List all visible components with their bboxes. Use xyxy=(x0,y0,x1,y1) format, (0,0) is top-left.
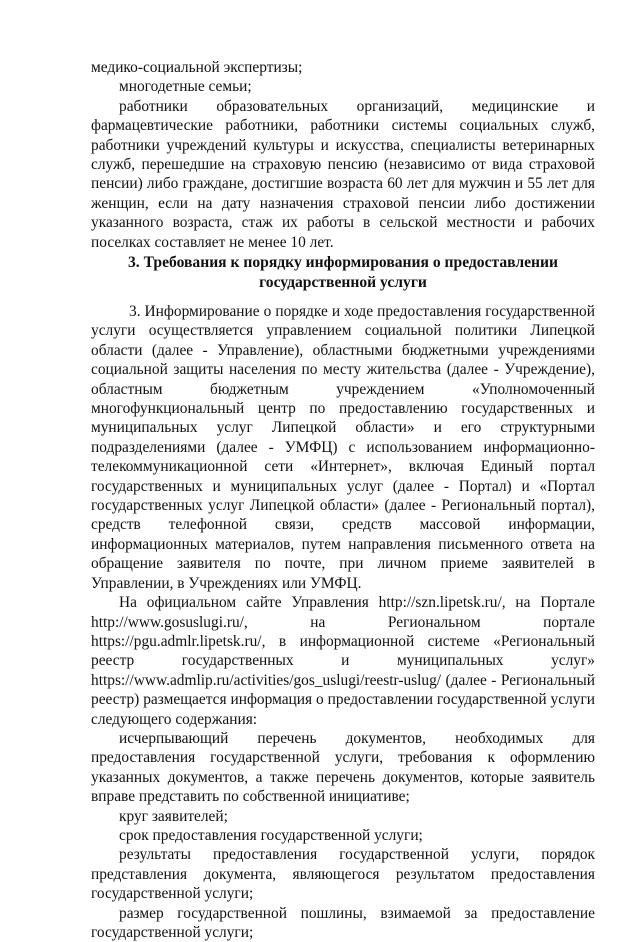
paragraph-informing: 3. Информирование о порядке и ходе предоставления государственной услуги осуществляется управлением социальной политики Липецкой области (далее - Управление), областными бюджетными учреждениями социальной защиты населения по месту жительства (далее - Учреждение), областным бюджетным учреждением «Уполномоченный многофункциональный центр по предоставлению государственных и муниципальных услуг Липецкой области» и его структурными подразделениями (далее - УМФЦ) с использованием информационно-телекоммуникационной сети «Интернет», включая Единый портал государственных и муниципальных услуг (далее - Портал) и «Портал государственных услуг Липецкой области» (далее - Региональный портал), средств телефонной связи, средств массовой информации, информационных материалов, путем направления письменного ответа на обращение заявителя по почте, при личном приеме заявителей в Управлении, в Учреждениях или УМФЦ. xyxy=(91,303,595,592)
paragraph-documents-list: исчерпывающий перечень документов, необходимых для предоставления государственной услуги, требования к оформлению указанных документов, а также перечень документов, которые заявитель вправе представить по собственной инициативе; xyxy=(91,729,595,806)
body-text-block xyxy=(91,302,595,942)
paragraph-large-families: многодетные семьи; xyxy=(119,78,252,96)
paragraph-mse: медико-социальной экспертизы; xyxy=(91,59,303,76)
paragraph-websites: На официальном сайте Управления http://szn.lipetsk.ru/, на Портале http://www.gosuslugi.ru/, на Региональном портале https://pgu.admlr.lipetsk.ru/, в информационной системе «Региональный реестр государственных и муниципальных услуг» https://www.admlip.ru/activities/gos_uslugi/reestr-uslug/ (далее - Региональный реестр) размещается информация о предоставлении государственной услуги следующего содержания: xyxy=(91,594,595,728)
paragraph-workers: работники образовательных организаций, медицинские и фармацевтические работники, работники системы социальных служб, работники учреждений культуры и искусства, специалисты ветеринарных служб, перешедшие на страховую пенсию (независимо от вида страховой пенсии) либо граждане, достигшие возраста 60 лет для мужчин и 55 лет для женщин, если на дату назначения страховой пенсии либо достижении указанного возраста, стаж их работы в сельской местности и рабочих поселках составляет не менее 10 лет. xyxy=(91,97,595,251)
section-heading-line-1: 3. Требования к порядку информирования о предоставлении xyxy=(128,254,558,271)
paragraph-state-fee: размер государственной пошлины, взимаемой за предоставление государственной услуги; xyxy=(91,904,595,941)
paragraph-applicants: круг заявителей; xyxy=(119,807,228,825)
top-text-block xyxy=(91,58,595,252)
section-heading-line-2: государственной услуги xyxy=(259,273,427,291)
paragraph-results: результаты предоставления государственной услуги, порядок представления документа, являющегося результатом предоставления государственной услуги; xyxy=(91,846,595,903)
paragraph-term: срок предоставления государственной услуги; xyxy=(119,826,423,844)
section-heading xyxy=(91,253,595,292)
